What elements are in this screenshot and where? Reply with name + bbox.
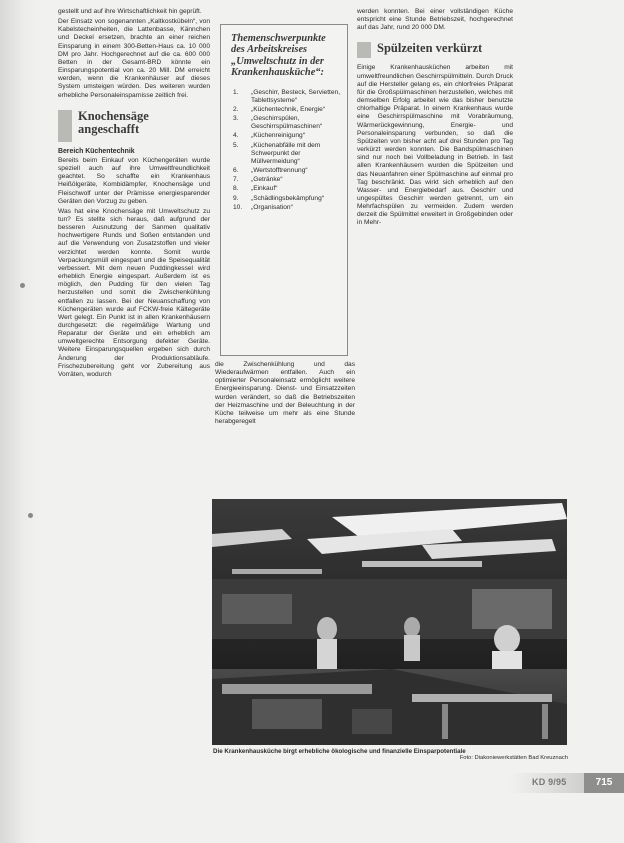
item-text: „Wertstofftrennung“ <box>251 167 308 175</box>
item-text: „Schädlingsbekämpfung“ <box>251 194 324 202</box>
paragraph: werden konnten. Bei einer vollständigen Küche entspricht eine Stunde Betriebszeit, hochgerechnet auf das Jahr, rund 20 000 DM. <box>357 8 513 32</box>
paragraph: die Zwischenkühlung und das Wiederaufwärmen entfallen. Auch ein optimierter Personaleinsatz ermöglicht weitere Energieeinsparung. Dienst- und Einsatzzeiten wurden verändert, so daß die Betriebszeiten der Heizmaschine und der Beleuchtung in der Küche teilweise um mehr als eine Stunde herabgeregelt <box>215 361 355 426</box>
binding-hole <box>28 513 33 518</box>
item-number: 10. <box>233 203 243 211</box>
paragraph: Bereits beim Einkauf von Küchengeräten wurde speziell auch auf ihre Umweltfreundlichkeit geachtet. So schaffte ein Krankenhaus Heißölgeräte, Kombidämpfer, Knochensäge und Fleischwolf unter der Prämisse energiesparender Geräten den Vorzug zu geben. <box>58 156 210 205</box>
middle-column <box>215 361 355 428</box>
item-number: 1. <box>233 88 239 96</box>
list-item <box>233 106 341 114</box>
photo-credit: Foto: Diakoniewerkstätten Bad Kreuznach <box>459 755 568 761</box>
list-item <box>233 195 341 203</box>
item-number: 6. <box>233 167 239 175</box>
heading-bar <box>357 42 371 58</box>
section-heading <box>58 110 210 142</box>
item-number: 5. <box>233 141 239 149</box>
left-column <box>58 8 210 381</box>
binding-hole <box>20 283 25 288</box>
item-text: „Organisation“ <box>251 203 293 211</box>
item-number: 7. <box>233 176 239 184</box>
item-number: 4. <box>233 132 239 140</box>
paragraph: gestellt und auf ihre Wirtschaftlichkeit hin geprüft. <box>58 8 202 15</box>
item-text: „Küchentechnik, Energie“ <box>251 105 326 113</box>
subheading: Bereich Küchentechnik <box>58 147 135 155</box>
page-footer <box>510 773 624 793</box>
list-item <box>233 185 341 193</box>
paragraph: Einige Krankenhausküchen arbeiten mit umweltfreundlichen Geschirrspülmitteln. Durch Druck auf die Hersteller gelang es, ein chlorfreies Präparat für die Großspülmaschinen herzustellen, welches mit demselben Erfolg arbeitet wie das bisher benutzte chlorhaltige Präparat. In einem Krankenhaus wurde eine Geschirrspülmaschine mit Vorabräumung, Wärmerückgewinnung, Energie- und Personaleinsparung verbunden, so daß die Spülzeiten von bisher acht auf drei Stunden pro Tag verkürzt werden konnten. Die Bandspülmaschinen sind nur noch bei Vollbeladung in Betrieb. In fast allen Krankenhäusern wurden die Spülzeiten und das Neuanfahren einer Spülmaschine auf einmal pro Tag beschränkt. Das wirkt sich erheblich auf den Wasser- und Energiebedarf aus. Geschirr und ungespültes Geschirr werden getrennt, um ein Mehrfachspülen zu vermeiden. Zudem werden derzeit die Spülmittel erweitert in Großgebinden oder in Mehr- <box>357 64 513 227</box>
list-item <box>233 142 341 166</box>
heading-text: Spülzeiten verkürzt <box>377 41 483 56</box>
item-number: 2. <box>233 105 239 113</box>
issue-label: KD 9/95 <box>532 777 567 787</box>
box-title: Themenschwerpunkte des Arbeitskreises „Umweltschutz in der Krankenhausküche“: <box>231 33 326 79</box>
item-text: „Küchenreinigung“ <box>251 132 305 140</box>
kitchen-photo <box>212 499 567 745</box>
list-item <box>233 115 341 131</box>
item-number: 8. <box>233 185 239 193</box>
item-number: 3. <box>233 115 239 123</box>
item-text: „Geschirrspülen, Geschirrspülmaschinen“ <box>251 115 323 131</box>
photo-caption <box>213 748 568 761</box>
item-text: „Geschirr, Besteck, Servietten, Tablettsysteme“ <box>251 88 341 104</box>
page-number: 715 <box>584 773 624 793</box>
list-item <box>233 167 341 175</box>
heading-text: Knochensäge angeschafft <box>78 108 149 137</box>
kitchen-photo-image <box>212 499 567 745</box>
paragraph: Der Einsatz von sogenannten „Kaltkostkübeln“, von Kabelstecheinheiten, die Lattenbasse, Kännchen und Deckel ersetzen, brachte an einer reichen Einsparung in einem 300-Betten-Haus ca. 10 000 DM pro Jahr. Hochgerechnet auf die ca. 600 000 Betten in der Gesamt-BRD könnte ein Einsparungspotential von ca. 20 Mill. DM erreicht werden, wenn die Krankenhäuser auf dieses System umsteigen würden. Des weiteren wurden erhebliche Personaleinsparnisse zeitlich frei. <box>58 18 210 99</box>
paragraph: Was hat eine Knochensäge mit Umweltschutz zu tun? Es stellte sich heraus, daß aufgrund der besseren Ausnutzung der Sanmen qualitativ hochwertigere Runds und Soßen entstanden und auf die Verwendung von Zusatzstoffen und vieler verzichtet werden konnte. Somit wurde Verpackungsmüll eingespart und die Speisequalität verbessert. Mit dem neuen Puddingkessel wird erheblich Energie eingespart. Außerdem ist es möglich, den Pudding für den vielen Tag herzustellen und somit die Zwischenkühlung entfallen zu lassen. Bei der Neuanschaffung von Küchengeräten wurde auf FCKW-freie Kältegeräte Wert gelegt. Ein Punkt ist in allen Krankenhäusern durchgesetzt: die regelmäßige Wartung und Reparatur der Geräte und ein erheblich am umweltgerechte Entsorgung defekter Geräte. Weitere Einsparungsquellen ergeben sich durch Änderung der Produktionsabläufe. Frischezubereitung geht vor Zubereitung aus Vorräten, wodurch <box>58 207 210 378</box>
list-item <box>233 204 341 212</box>
section-heading <box>357 42 513 58</box>
caption-text: Die Krankenhausküche birgt erhebliche ökologische und finanzielle Einsparpotentiale <box>213 748 466 755</box>
list-item <box>233 176 341 184</box>
topics-list <box>221 89 347 212</box>
item-text: „Getränke“ <box>251 176 283 184</box>
right-column <box>357 8 513 230</box>
item-text: „Einkauf“ <box>251 185 278 193</box>
heading-bar <box>58 110 72 142</box>
page-gutter <box>0 0 40 843</box>
list-item <box>233 132 341 140</box>
topics-box <box>220 24 348 356</box>
list-item <box>233 89 341 105</box>
item-number: 9. <box>233 194 239 202</box>
item-text: „Küchenabfälle mit dem Schwerpunkt der Müllvermeidung“ <box>251 141 321 165</box>
